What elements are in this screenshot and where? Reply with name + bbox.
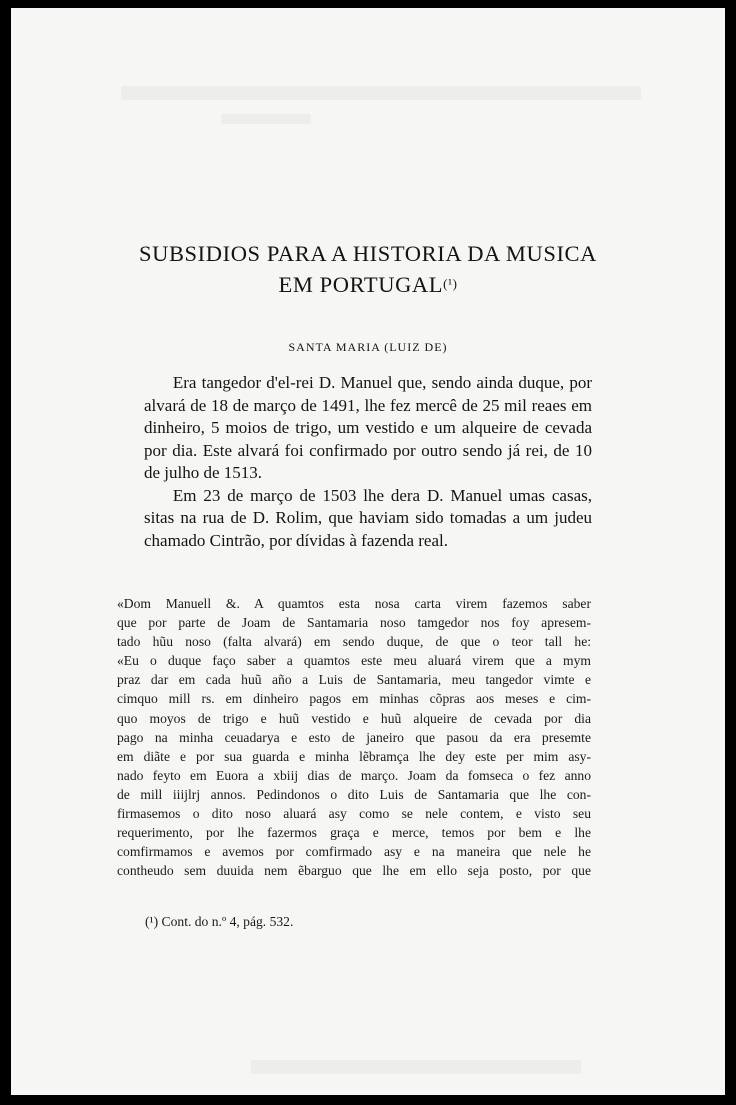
quote-line: pago na minha ceuadarya e esto de janeiro que pasou da era presemte xyxy=(117,729,591,745)
quote-line: de mill iiijlrj annos. Pedindonos o dito Luis de Santamaria que lhe con- xyxy=(117,786,591,802)
footnote: (¹) Cont. do n.º 4, pág. 532. xyxy=(145,914,294,929)
quote-line: requerimento, por lhe fazermos graça e merce, temos por bem e lhe xyxy=(117,825,591,841)
quote-line: quo moyos de trigo e huũ vestido e huũ alqueire de cevada por dia xyxy=(117,710,591,726)
show-through-mark xyxy=(251,1060,581,1074)
show-through-mark xyxy=(121,86,641,100)
quoted-charter xyxy=(117,594,591,880)
quote-line: em diãte e por sua guarda e minha lẽbramça lhe dey este per mim asy- xyxy=(117,748,591,764)
quote-line: praz dar em cada huũ año a Luis de Santamaria, meu tangedor vimte e xyxy=(117,672,591,688)
document-page xyxy=(11,8,725,1095)
quote-line: firmasemos o dito noso aluará asy como se nele contem, e visto seu xyxy=(117,806,591,822)
show-through-mark xyxy=(221,114,311,124)
quote-line: contheudo sem duuida nem ẽbarguo que lhe em ello seja posto, por que xyxy=(117,863,591,879)
quote-line: «Eu o duque faço saber a quamtos este meu aluará virem que a mym xyxy=(117,653,591,669)
title-line-1: SUBSIDIOS PARA A HISTORIA DA MUSICA xyxy=(138,241,597,266)
quote-line: nado feyto em Euora a xbiij dias de março. Joam da fomseca o fez anno xyxy=(117,767,591,783)
quote-line: cimquo mill rs. em dinheiro pagos em minhas cõpras aos meses e cim- xyxy=(117,691,591,707)
title-line-2-text: EM PORTUGAL xyxy=(278,272,444,297)
body-text xyxy=(144,372,592,552)
title-line-2 xyxy=(11,269,725,300)
quote-line: comfirmamos e avemos por comfirmado asy e na maneira que nele he xyxy=(117,844,591,860)
quote-line: tado hũu noso (falta alvará) em sendo duque, de que o teor tall he: xyxy=(117,634,591,650)
paragraph-1: Era tangedor d'el-rei D. Manuel que, sendo ainda duque, por alvará de 18 de março de 1491, lhe fez mercê de 25 mil reaes em dinheiro, 5 moios de trigo, um vestido e um alqueire de cevada por dia. Este alvará foi confirmado por outro sendo já rei, de 10 de julho de 1513. xyxy=(144,373,592,482)
footnote-marker: (¹) xyxy=(443,276,458,291)
section-heading: SANTA MARIA (LUIZ DE) xyxy=(288,340,448,354)
quote-line: que por parte de Joam de Santamaria noso tamgedor nos foy apresem- xyxy=(117,615,591,631)
quote-line: «Dom Manuell &. A quamtos esta nosa carta virem fazemos saber xyxy=(117,596,591,611)
paragraph-2: Em 23 de março de 1503 lhe dera D. Manuel umas casas, sitas na rua de D. Rolim, que haviam sido tomadas a um judeu chamado Cintrão, por dívidas à fazenda real. xyxy=(144,485,592,550)
